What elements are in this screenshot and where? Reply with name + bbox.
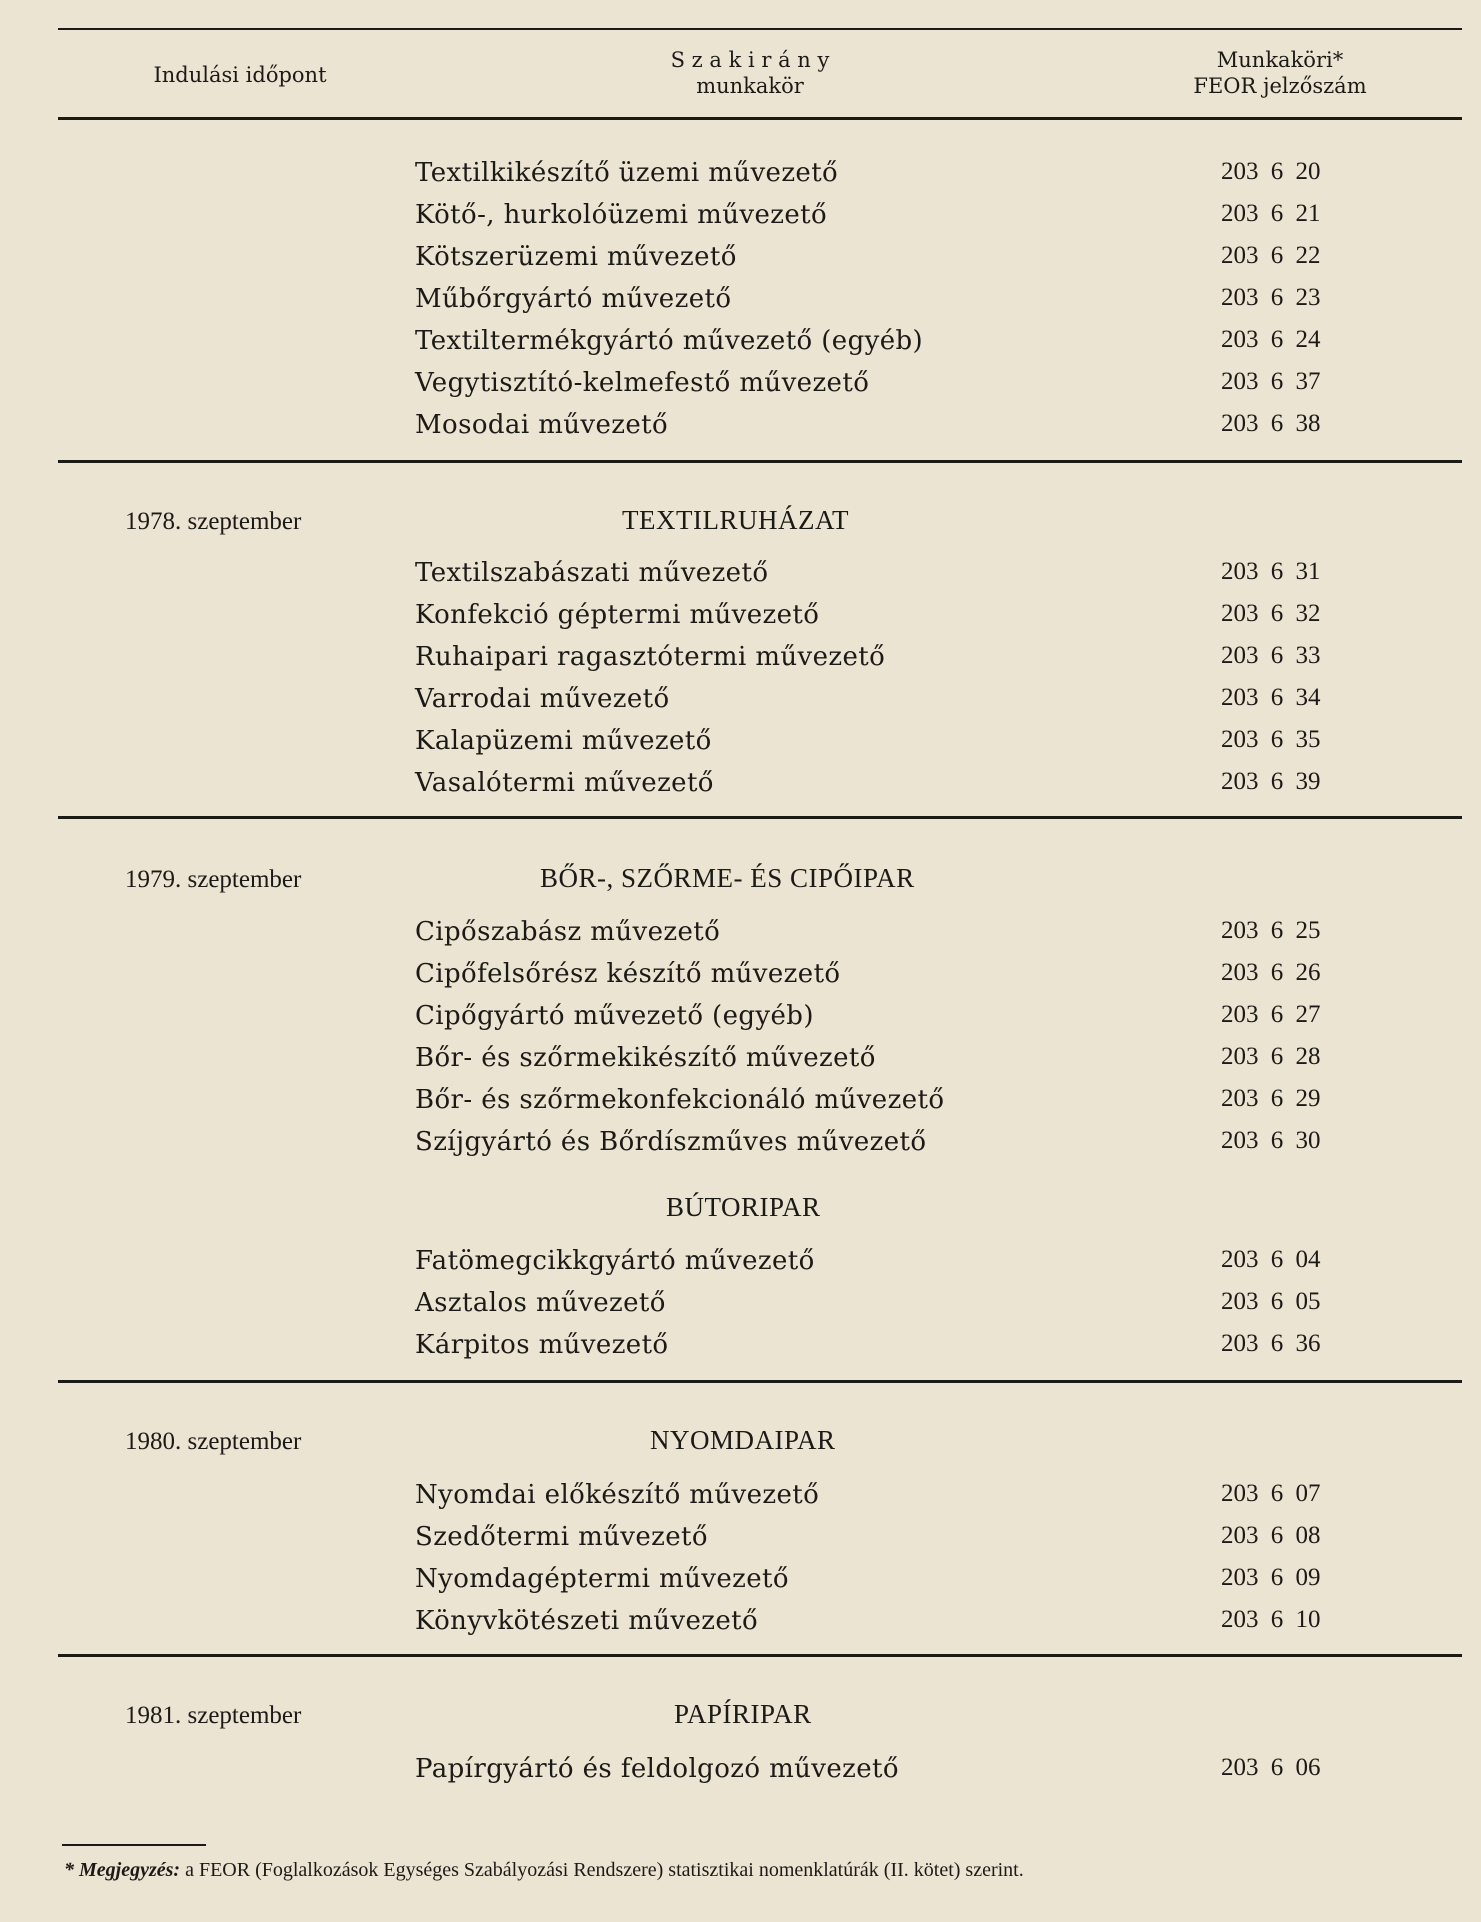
- job-title: Textilkikészítő üzemi művezető: [415, 158, 839, 188]
- table-row: [415, 768, 1345, 810]
- feor-code: 203 6 24: [1221, 326, 1321, 353]
- feor-code: 203 6 21: [1221, 200, 1321, 227]
- feor-code: 203 6 04: [1221, 1246, 1321, 1273]
- job-title: Kötő-, hurkolóüzemi művezető: [415, 200, 828, 230]
- table-row: [415, 917, 1345, 959]
- table-row: [415, 1564, 1345, 1606]
- job-title: Kalapüzemi művezető: [415, 726, 712, 756]
- section-heading: TEXTILRUHÁZAT: [622, 505, 849, 535]
- job-title: Cipőgyártó művezető (egyéb): [415, 1001, 814, 1031]
- feor-code: 203 6 23: [1221, 284, 1321, 311]
- table-row: [415, 1754, 1345, 1796]
- feor-code: 203 6 34: [1221, 684, 1321, 711]
- table-row: [415, 959, 1345, 1001]
- feor-code: 203 6 32: [1221, 600, 1321, 627]
- table-row: [415, 284, 1345, 326]
- feor-code: 203 6 28: [1221, 1043, 1321, 1070]
- section-divider: [58, 816, 1462, 819]
- job-title: Mosodai művezető: [415, 410, 669, 440]
- table-row: [415, 684, 1345, 726]
- job-title: Műbőrgyártó művezető: [415, 284, 732, 314]
- header-start-date: [130, 62, 350, 88]
- footnote-rule: [62, 1844, 206, 1846]
- job-title: Asztalos művezető: [415, 1288, 666, 1318]
- header-specialization: [600, 47, 900, 99]
- table-row: [415, 1288, 1345, 1330]
- job-title: Bőr- és szőrmekonfekcionáló művezető: [415, 1085, 945, 1115]
- feor-code: 203 6 10: [1221, 1606, 1321, 1633]
- header-feor-label-1: Munkaköri*: [1216, 48, 1344, 72]
- job-title: Szedőtermi művezető: [415, 1522, 708, 1552]
- table-row: [415, 1606, 1345, 1648]
- footnote-text: a FEOR (Foglalkozások Egységes Szabályozási Rendszere) statisztikai nomenklatúrák (II. kötet) szerint.: [185, 1859, 1024, 1881]
- section-heading: BŐR-, SZŐRME- ÉS CIPŐIPAR: [540, 863, 915, 893]
- table-row: [415, 1246, 1345, 1288]
- feor-code: 203 6 30: [1221, 1127, 1321, 1154]
- section-divider: [58, 1380, 1462, 1383]
- feor-code: 203 6 07: [1221, 1480, 1321, 1507]
- job-title: Konfekció géptermi művezető: [415, 600, 820, 630]
- footnote-label: * Megjegyzés:: [64, 1859, 181, 1881]
- job-title: Cipőfelsőrész készítő művezető: [415, 959, 841, 989]
- feor-code: 203 6 20: [1221, 158, 1321, 185]
- job-title: Textilszabászati művezető: [415, 558, 769, 588]
- feor-code: 203 6 05: [1221, 1288, 1321, 1315]
- feor-code: 203 6 25: [1221, 917, 1321, 944]
- table-row: [415, 1085, 1345, 1127]
- table-row: [415, 1522, 1345, 1564]
- feor-code: 203 6 09: [1221, 1564, 1321, 1591]
- job-title: Kötszerüzemi művezető: [415, 242, 737, 272]
- table-row: [415, 200, 1345, 242]
- table-row: [415, 242, 1345, 284]
- top-rule: [58, 28, 1462, 30]
- job-title: Bőr- és szőrmekikészítő művezető: [415, 1043, 876, 1073]
- table-row: [415, 726, 1345, 768]
- feor-code: 203 6 39: [1221, 768, 1321, 795]
- header-start-date-label: Indulási időpont: [153, 63, 327, 87]
- feor-code: 203 6 27: [1221, 1001, 1321, 1028]
- job-title: Nyomdagéptermi művezető: [415, 1564, 789, 1594]
- start-date: 1978. szeptember: [125, 508, 302, 535]
- table-row: [415, 158, 1345, 200]
- table-row: [415, 1127, 1345, 1169]
- header-specialization-label: S z a k i r á n y: [670, 48, 830, 72]
- start-date: 1980. szeptember: [125, 1428, 302, 1455]
- header-job-label: munkakör: [696, 74, 804, 98]
- table-row: [415, 1480, 1345, 1522]
- section-divider: [58, 1654, 1462, 1657]
- table-row: [415, 1330, 1345, 1372]
- header-bottom-rule: [58, 117, 1462, 120]
- table-row: [415, 410, 1345, 452]
- feor-code: 203 6 36: [1221, 1330, 1321, 1357]
- feor-code: 203 6 35: [1221, 726, 1321, 753]
- job-title: Fatömegcikkgyártó művezető: [415, 1246, 815, 1276]
- header-feor-label-2: FEOR jelzőszám: [1193, 74, 1367, 98]
- job-title: Papírgyártó és feldolgozó művezető: [415, 1754, 899, 1784]
- feor-code: 203 6 08: [1221, 1522, 1321, 1549]
- feor-code: 203 6 22: [1221, 242, 1321, 269]
- feor-code: 203 6 38: [1221, 410, 1321, 437]
- table-row: [415, 642, 1345, 684]
- subsection-heading: BÚTORIPAR: [666, 1192, 821, 1222]
- job-title: Ruhaipari ragasztótermi művezető: [415, 642, 886, 672]
- feor-code: 203 6 33: [1221, 642, 1321, 669]
- start-date: 1979. szeptember: [125, 866, 302, 893]
- job-title: Textiltermékgyártó művezető (egyéb): [415, 326, 924, 356]
- table-row: [415, 1043, 1345, 1085]
- table-row: [415, 600, 1345, 642]
- job-title: Könyvkötészeti művezető: [415, 1606, 759, 1636]
- table-row: [415, 1001, 1345, 1043]
- job-title: Vasalótermi művezető: [415, 768, 714, 798]
- feor-code: 203 6 26: [1221, 959, 1321, 986]
- feor-code: 203 6 06: [1221, 1754, 1321, 1781]
- section-heading: NYOMDAIPAR: [650, 1425, 836, 1455]
- job-title: Varrodai művezető: [415, 684, 670, 714]
- start-date: 1981. szeptember: [125, 1702, 302, 1729]
- section-divider: [58, 460, 1462, 463]
- job-title: Kárpitos művezető: [415, 1330, 669, 1360]
- footnote: [64, 1856, 1434, 1884]
- table-row: [415, 368, 1345, 410]
- section-heading: PAPÍRIPAR: [674, 1699, 812, 1729]
- table-row: [415, 326, 1345, 368]
- job-title: Cipőszabász művezető: [415, 917, 721, 947]
- feor-code: 203 6 37: [1221, 368, 1321, 395]
- feor-code: 203 6 31: [1221, 558, 1321, 585]
- job-title: Vegytisztító-kelmefestő művezető: [415, 368, 870, 398]
- table-row: [415, 558, 1345, 600]
- job-title: Szíjgyártó és Bőrdíszműves művezető: [415, 1127, 927, 1157]
- header-feor: [1160, 47, 1400, 99]
- feor-code: 203 6 29: [1221, 1085, 1321, 1112]
- job-title: Nyomdai előkészítő művezető: [415, 1480, 820, 1510]
